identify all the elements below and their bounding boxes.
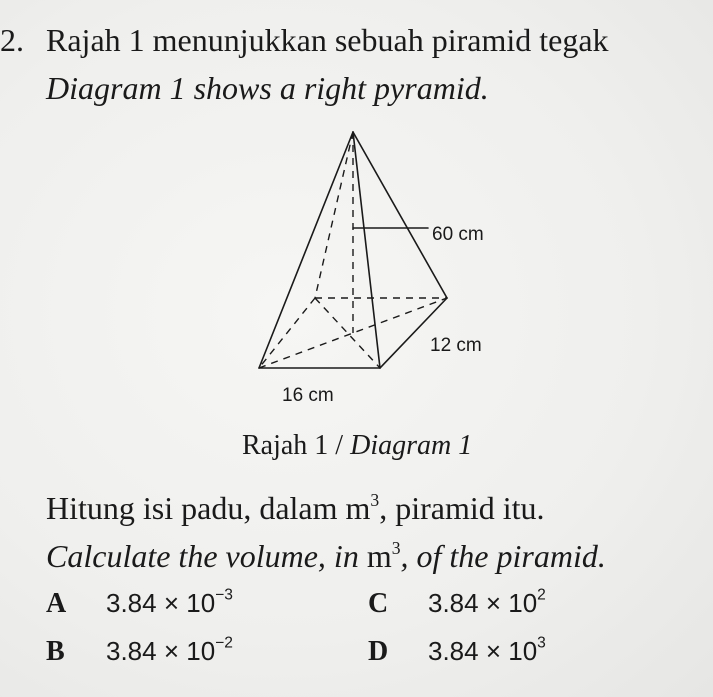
edge-apex-front-left xyxy=(259,132,353,368)
option-a-value[interactable] xyxy=(106,588,233,619)
option-d-exponent: 3 xyxy=(537,634,546,652)
option-d-value[interactable] xyxy=(428,636,546,667)
statement-english: Diagram 1 shows a right pyramid. xyxy=(46,70,489,106)
option-c-letter[interactable]: C xyxy=(368,588,389,619)
edge-apex-front-right xyxy=(353,132,380,368)
edge-apex-back-right xyxy=(353,132,447,298)
option-c-exponent: 2 xyxy=(537,586,546,604)
option-c-mantissa: 3.84 × 10 xyxy=(428,588,538,618)
option-b-exponent: −2 xyxy=(215,634,233,652)
ask-english-unit: m xyxy=(366,538,392,574)
caption-english: Diagram 1 xyxy=(350,430,473,461)
ask-malay-after: , piramid itu. xyxy=(379,490,545,526)
base-diagonal-2 xyxy=(315,298,380,368)
option-c-value[interactable] xyxy=(428,588,546,619)
edge-base-right xyxy=(380,298,447,368)
option-b-value[interactable] xyxy=(106,636,233,667)
option-a-mantissa: 3.84 × 10 xyxy=(106,588,216,618)
ask-english-before: Calculate the volume, in xyxy=(46,538,367,574)
ask-english xyxy=(46,538,606,575)
option-d-letter[interactable]: D xyxy=(368,636,389,667)
option-a-letter[interactable]: A xyxy=(46,588,67,619)
option-b-mantissa: 3.84 × 10 xyxy=(106,636,216,666)
question-number: 2. xyxy=(0,22,24,58)
option-d-mantissa: 3.84 × 10 xyxy=(428,636,538,666)
ask-malay-before: Hitung isi padu, dalam xyxy=(46,490,346,526)
ask-english-unit-power: 3 xyxy=(391,537,401,558)
option-b-letter[interactable]: B xyxy=(46,636,65,667)
ask-english-after: , of the piramid. xyxy=(400,538,606,574)
statement-malay: Rajah 1 menunjukkan sebuah piramid tegak xyxy=(46,22,609,58)
ask-malay-unit-power: 3 xyxy=(370,489,380,510)
ask-malay-unit: m xyxy=(345,490,371,526)
diagram-caption xyxy=(242,430,472,462)
ask-malay xyxy=(46,490,545,527)
width-label: 12 cm xyxy=(430,335,482,356)
length-label: 16 cm xyxy=(282,385,334,406)
height-label: 60 cm xyxy=(432,224,484,245)
caption-malay: Rajah 1 / xyxy=(242,430,351,461)
option-a-exponent: −3 xyxy=(215,586,233,604)
